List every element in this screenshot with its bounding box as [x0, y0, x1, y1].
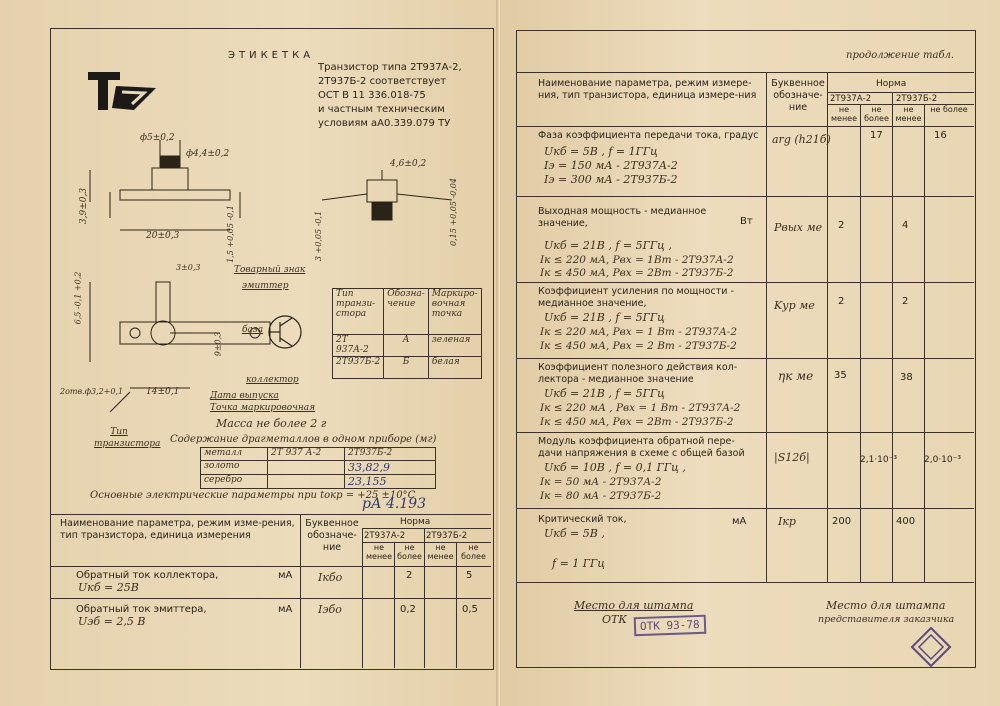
right-table-sub: не более	[864, 105, 889, 123]
left-row-value: 0,5	[462, 604, 478, 615]
dim-d1: ф5±0,2	[140, 133, 175, 143]
marking-cell: зеленая	[428, 335, 481, 357]
right-row-unit: Вт	[740, 216, 753, 227]
continuation-note: продолжение табл.	[846, 50, 955, 61]
right-row-symbol: arg (h21б)	[772, 133, 831, 146]
right-row-value: 4	[902, 220, 909, 231]
right-row-value: 2	[902, 296, 909, 307]
precious-cell	[268, 461, 345, 475]
intro-line-5: условиям аА0.339.079 ТУ	[318, 118, 451, 129]
intro-line-3: ОСТ В 11 336.018-75	[318, 90, 426, 101]
right-row-symbol: Pвых ме	[774, 221, 823, 234]
right-row-line: Iк = 50 мА - 2Т937А-2	[540, 476, 662, 488]
callout-type: Тип транзистора	[94, 427, 161, 449]
right-row-name: Выходная мощность - медианное значение,	[538, 206, 707, 229]
precious-header: металл	[201, 448, 268, 461]
right-row-symbol: |S12б|	[774, 451, 810, 464]
dim-d10: 6,5 -0,1 +0,2	[73, 271, 83, 325]
precious-cell: 33,82,9	[345, 461, 436, 475]
precious-title: Содержание драгметаллов в одном приборе (мг)	[170, 434, 437, 445]
left-row-value: 0,2	[400, 604, 416, 615]
callout-collector: коллектор	[246, 375, 299, 385]
right-table-type-a: 2Т937А-2	[830, 94, 872, 104]
right-row-line: Iк ≤ 220 мА , Pвх = 1 Вт - 2Т937А-2	[540, 402, 741, 414]
right-row-value: 2,1·10⁻³	[860, 455, 897, 465]
dim-d5: 20±0,3	[146, 231, 180, 241]
dim-d13: 2отв.ф3,2+0,1	[60, 387, 124, 396]
right-row-name: Коэффициент полезного действия кол-лектора - медианное значение	[538, 362, 738, 385]
left-row-cond: Uэб = 2,5 В	[78, 615, 146, 628]
marking-header-type: Тип транзи-стора	[333, 289, 384, 335]
right-table-col2-header: Буквенное обозначе-ние	[771, 78, 825, 113]
right-row-symbol: Iкр	[778, 515, 796, 528]
left-table-sub: не более	[461, 543, 486, 561]
left-row-value: 5	[466, 570, 473, 581]
intro-line-4: и частным техническим	[318, 104, 445, 115]
dim-d3: 4,6±0,2	[390, 159, 427, 169]
right-row-value: 2	[838, 296, 845, 307]
right-table-sub: не менее	[895, 105, 922, 123]
right-row-value: 17	[870, 130, 883, 141]
dim-d11: 9±0,3	[213, 331, 223, 357]
right-row-name: Критический ток,	[538, 514, 627, 525]
callout-marking-point: Точка маркировочная	[210, 403, 316, 413]
marking-header-code: Обозна-чение	[384, 289, 429, 335]
handwritten-note: рА 4.193	[362, 496, 427, 512]
left-table-col1-header: Наименование параметра, режим изме-рения, тип транзистора, единица измерения	[60, 518, 295, 541]
right-row-name: Фаза коэффициента передачи тока, градус	[538, 130, 759, 141]
left-row-symbol: Iкбо	[318, 571, 343, 584]
left-table-norm-header: Норма	[400, 517, 431, 527]
left-row-value: 2	[406, 570, 413, 581]
marking-header-point: Маркиро-вочная точка	[428, 289, 481, 335]
left-table-sub: не менее	[427, 543, 454, 561]
right-row-value: 2,0·10⁻³	[924, 455, 961, 465]
marking-cell: Б	[384, 357, 429, 379]
manufacturer-logo	[86, 66, 158, 116]
precious-table	[200, 447, 436, 489]
dim-d8: 0,15 +0,05 -0,04	[448, 178, 458, 246]
callout-emitter: эмиттер	[242, 281, 289, 291]
left-row-symbol: Iэбо	[318, 603, 342, 616]
right-row-line: Uкб = 21В , f = 5ГГц	[544, 311, 665, 324]
right-row-line: Iк ≤ 450 мА, Pвх = 2Вт - 2Т937Б-2	[540, 416, 734, 428]
right-row-value: 16	[934, 130, 947, 141]
otk-stamp: ОТК 93-78	[634, 615, 706, 636]
marking-table	[332, 288, 482, 379]
right-row-line: Iк ≤ 450 мА, Pвх = 2Вт - 2Т937Б-2	[540, 267, 734, 279]
right-row-name: Коэффициент усиления по мощности - медианное значение,	[538, 286, 734, 309]
right-row-value: 38	[900, 372, 913, 383]
precious-cell	[268, 475, 345, 489]
customer-stamp-mark	[910, 626, 952, 668]
right-row-value: 35	[834, 370, 847, 381]
dim-d7: 3±0,3	[176, 263, 201, 272]
right-row-line: Iк = 80 мА - 2Т937Б-2	[540, 490, 662, 502]
callout-base: база	[242, 325, 264, 335]
precious-header: 2Т937Б-2	[345, 448, 436, 461]
dim-d12: 14±0,1	[146, 387, 180, 397]
marking-cell: белая	[428, 357, 481, 379]
params-caption: Основные электрические параметры при tокр = +25 ±10°С	[90, 490, 416, 501]
stamp-place-label: Место для штампа	[574, 599, 694, 612]
left-table-type-b: 2Т937Б-2	[426, 531, 468, 541]
dim-d6: 1,5 +0,05 -0,1	[225, 205, 235, 263]
right-row-line: Uкб = 10В , f = 0,1 ГГц ,	[544, 461, 686, 474]
left-table-type-a: 2Т937А-2	[364, 531, 406, 541]
intro-line-1: Транзистор типа 2Т937А-2,	[318, 62, 462, 73]
marking-cell: 2Т 937А-2	[333, 335, 384, 357]
left-row-unit: мА	[278, 570, 293, 581]
right-row-line: Iк ≤ 450 мА, Pвх = 2 Вт - 2Т937Б-2	[540, 340, 737, 352]
callout-date: Дата выпуска	[210, 391, 279, 401]
right-table-sub: не более	[930, 105, 968, 114]
label-title: ЭТИКЕТКА	[228, 50, 315, 61]
customer-stamp-label-1: Место для штампа	[826, 599, 946, 612]
left-table-col2-header: Буквенное обозначе-ние	[305, 518, 359, 553]
right-row-line: Iэ = 300 мА - 2Т937Б-2	[544, 173, 678, 186]
stamp-otk-label: ОТК	[602, 613, 627, 626]
marking-cell: 2Т937Б-2	[333, 357, 384, 379]
right-row-line: Uкб = 21В , f = 5ГГц	[544, 387, 665, 400]
dim-d4: 3,9±0,3	[79, 187, 90, 225]
precious-cell: золото	[201, 461, 268, 475]
customer-stamp-label-2: представителя заказчика	[818, 614, 955, 625]
left-table-sub: не менее	[365, 543, 393, 561]
dim-d9: 3 +0,05 -0,1	[314, 210, 324, 262]
right-row-value: 400	[896, 516, 916, 527]
left-table-sub: не более	[397, 543, 422, 561]
left-row-name: Обратный ток эмиттера,	[76, 604, 207, 615]
right-row-line: Iэ = 150 мА - 2Т937А-2	[544, 159, 678, 172]
right-row-line: Uкб = 5В , f = 1ГГц	[544, 145, 658, 158]
right-table-type-b: 2Т937Б-2	[896, 94, 938, 104]
left-row-name: Обратный ток коллектора,	[76, 570, 219, 581]
left-row-cond: Uкб = 25В	[78, 581, 139, 594]
right-row-symbol: Kур ме	[774, 299, 815, 312]
right-row-unit: мА	[732, 516, 747, 527]
right-row-line: Iк ≤ 220 мА, Pвх = 1Вт - 2Т937А-2	[540, 254, 734, 266]
precious-cell: 23,155	[345, 475, 436, 489]
left-row-unit: мА	[278, 604, 293, 615]
right-row-value: 200	[832, 516, 852, 527]
right-table-sub: не менее	[830, 105, 858, 123]
intro-line-2: 2Т937Б-2 соответствует	[318, 76, 447, 87]
right-row-name: Модуль коэффициента обратной пере-дачи напряжения в схеме с общей базой	[538, 436, 745, 459]
right-row-line: f = 1 ГГц	[552, 557, 606, 570]
right-row-line: Iк ≤ 220 мА, Pвх = 1 Вт - 2Т937А-2	[540, 326, 737, 338]
right-page	[500, 0, 1000, 706]
right-table-col1-header: Наименование параметра, режим измере-ния, тип транзистора, единица измере-ния	[538, 78, 757, 101]
right-row-line: Uкб = 5В ,	[544, 527, 605, 540]
right-row-value: 2	[838, 220, 845, 231]
right-row-symbol: ηк ме	[778, 369, 814, 383]
marking-cell: А	[384, 335, 429, 357]
mass-text: Масса не более 2 г	[216, 417, 327, 430]
right-row-line: Uкб = 21В , f = 5ГГц ,	[544, 239, 672, 252]
precious-header: 2Т 937 А-2	[268, 448, 345, 461]
precious-cell: серебро	[201, 475, 268, 489]
right-table-norm-header: Норма	[876, 79, 907, 89]
callout-trademark: Товарный знак	[234, 265, 306, 275]
dim-d2: ф4,4±0,2	[186, 149, 230, 159]
